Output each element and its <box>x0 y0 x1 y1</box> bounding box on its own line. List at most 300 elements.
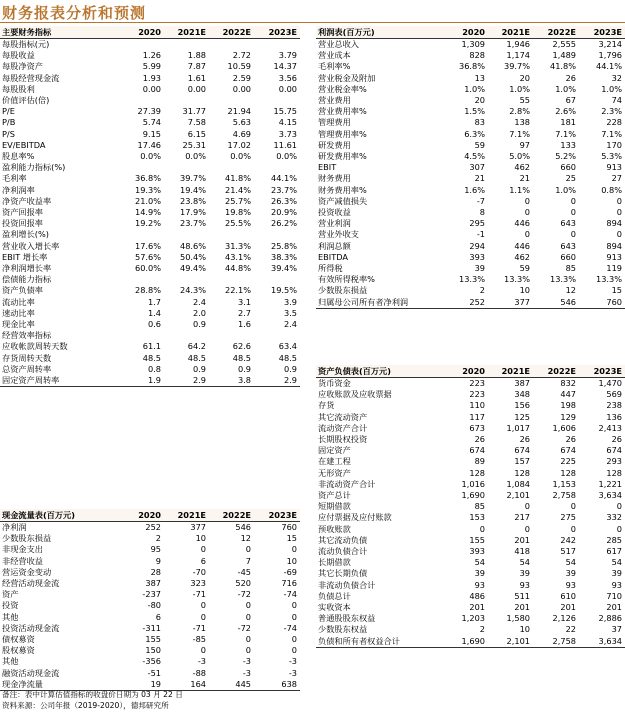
value-cell: 13.3% <box>595 274 622 285</box>
value-cell: -311 <box>142 622 161 633</box>
year-header: 2023E <box>579 365 625 378</box>
table-row <box>316 524 625 535</box>
table-row <box>316 285 625 296</box>
value-cell: 1,690 <box>444 636 488 648</box>
income-statement-table <box>316 26 625 309</box>
row-label: EBIT <box>318 162 337 173</box>
value-cell <box>254 330 300 341</box>
row-label: 固定资产周转率 <box>0 375 118 387</box>
value-cell: 716 <box>281 578 297 589</box>
value-cell: 136 <box>606 411 622 422</box>
year-header: 2023E <box>254 26 300 39</box>
value-cell: 0 <box>570 195 576 206</box>
row-label: P/E <box>2 106 15 117</box>
value-cell: 83 <box>474 117 485 128</box>
value-cell: 517 <box>560 546 576 557</box>
value-cell: 377 <box>488 297 533 309</box>
row-label: 负债总计 <box>318 590 351 601</box>
value-cell: 1.6 <box>237 319 251 330</box>
row-label: 每股指标(元) <box>2 39 50 49</box>
row-label: 存货周转天数 <box>2 352 52 363</box>
value-cell: 13.3% <box>458 274 485 285</box>
value-cell: 6.3% <box>464 128 485 139</box>
value-cell: 0 <box>570 229 576 240</box>
value-cell: 44.1% <box>595 61 622 72</box>
value-cell: 10 <box>519 624 530 635</box>
value-cell: 674 <box>606 445 622 456</box>
value-cell: 1.7 <box>147 296 161 307</box>
value-cell: 128 <box>606 467 622 478</box>
value-cell: 19.5% <box>270 285 297 296</box>
value-cell: 3.79 <box>278 50 297 61</box>
value-cell: 3.1 <box>237 296 251 307</box>
value-cell: 0.9 <box>192 363 206 374</box>
value-cell: 0 <box>524 523 530 534</box>
value-cell: 26 <box>474 434 485 445</box>
value-cell: 157 <box>514 456 530 467</box>
value-cell: 28 <box>150 566 161 577</box>
table-row <box>316 50 625 61</box>
table-row <box>0 162 300 173</box>
value-cell: -72 <box>237 622 251 633</box>
row-label: 每股净资产 <box>2 61 43 72</box>
value-cell: 59 <box>474 139 485 150</box>
table-row <box>316 602 625 613</box>
row-label: 毛利率% <box>318 61 351 72</box>
value-cell: 486 <box>469 590 485 601</box>
row-label: 流动资产合计 <box>318 422 368 433</box>
table-row <box>316 274 625 285</box>
value-cell: 1.93 <box>142 72 161 83</box>
value-cell: 674 <box>560 445 576 456</box>
table-row <box>0 600 300 611</box>
table-row <box>0 173 300 184</box>
row-label: 每股收益 <box>2 50 35 61</box>
value-cell: 462 <box>514 251 530 262</box>
value-cell: -71 <box>192 622 206 633</box>
value-cell: 5.63 <box>232 117 251 128</box>
value-cell: 393 <box>469 251 485 262</box>
value-cell: 511 <box>514 590 530 601</box>
value-cell: 36.8% <box>458 61 485 72</box>
row-label: 每股股利 <box>2 83 35 94</box>
value-cell: 242 <box>560 534 576 545</box>
table-row <box>0 578 300 589</box>
table-row <box>0 353 300 364</box>
year-header: 2022E <box>209 26 254 39</box>
value-cell <box>118 274 164 285</box>
table-title: 资产负债表(百万元) <box>316 365 444 378</box>
value-cell: 894 <box>606 240 622 251</box>
value-cell: 128 <box>469 467 485 478</box>
value-cell: 19.2% <box>134 218 161 229</box>
value-cell: 546 <box>533 297 579 309</box>
value-cell: 25.8% <box>270 240 297 251</box>
value-cell: 1.0% <box>464 83 485 94</box>
table-row <box>316 400 625 411</box>
value-cell: 95 <box>150 544 161 555</box>
table-title: 现金流量表(百万元) <box>0 509 118 522</box>
header-row <box>0 509 300 522</box>
value-cell: 2.8% <box>509 106 530 117</box>
row-label: 非流动资产合计 <box>318 478 376 489</box>
value-cell: 2.0 <box>192 307 206 318</box>
value-cell: 0.00 <box>232 83 251 94</box>
value-cell: 0 <box>524 229 530 240</box>
value-cell <box>164 95 209 106</box>
table-title: 主要财务指标 <box>0 26 118 39</box>
value-cell <box>209 229 254 240</box>
value-cell: 0 <box>245 611 251 622</box>
table-row <box>316 218 625 229</box>
table-row <box>0 375 300 387</box>
value-cell: 138 <box>514 117 530 128</box>
row-label: P/B <box>2 117 16 128</box>
value-cell: 1,221 <box>598 478 622 489</box>
value-cell: 125 <box>514 411 530 422</box>
value-cell: 19.3% <box>134 184 161 195</box>
value-cell: 17.6% <box>134 240 161 251</box>
value-cell: 546 <box>235 522 251 532</box>
value-cell: 48.5 <box>232 352 251 363</box>
value-cell: 36.8% <box>134 173 161 184</box>
row-label: 无形资产 <box>318 467 351 478</box>
row-label: 财务费用 <box>318 173 351 184</box>
value-cell <box>254 162 300 173</box>
row-label: 负债和所有者权益合计 <box>316 636 444 648</box>
value-cell: 14.37 <box>273 61 297 72</box>
value-cell: 307 <box>469 162 485 173</box>
value-cell: 660 <box>560 251 576 262</box>
table-row <box>0 39 300 51</box>
value-cell: 3.9 <box>283 296 297 307</box>
value-cell: 23.7% <box>179 218 206 229</box>
value-cell: 201 <box>606 602 622 613</box>
row-label: 营业税金及附加 <box>318 72 376 83</box>
value-cell: 520 <box>235 578 251 589</box>
row-label: 资产总计 <box>318 490 351 501</box>
value-cell: 133 <box>560 139 576 150</box>
value-cell: 5.2% <box>555 151 576 162</box>
value-cell: 8 <box>479 207 485 218</box>
value-cell: 2 <box>479 285 485 296</box>
value-cell: 119 <box>606 263 622 274</box>
table-row <box>0 106 300 117</box>
year-header: 2023E <box>254 509 300 522</box>
row-label: 有效所得税率% <box>318 274 375 285</box>
value-cell: 2,758 <box>533 636 579 648</box>
table-row <box>0 95 300 106</box>
row-label: EBIT 增长率 <box>2 251 48 262</box>
year-header: 2021E <box>164 509 209 522</box>
value-cell: 85 <box>565 263 576 274</box>
table-row <box>0 544 300 555</box>
row-label: 股息率% <box>2 151 35 162</box>
row-label: 存货 <box>318 400 335 411</box>
value-cell: 93 <box>565 579 576 590</box>
value-cell: 48.6% <box>179 240 206 251</box>
value-cell: 0 <box>245 634 251 645</box>
row-label: 净资产收益率 <box>2 195 52 206</box>
value-cell: 5.0% <box>509 151 530 162</box>
value-cell: 25.7% <box>224 195 251 206</box>
value-cell: -1 <box>476 229 485 240</box>
value-cell: 1,946 <box>506 39 530 49</box>
value-cell: 155 <box>145 634 161 645</box>
row-label: 其它流动资产 <box>318 411 368 422</box>
table-row <box>316 479 625 490</box>
value-cell: 17.02 <box>227 139 251 150</box>
value-cell: 15 <box>286 533 297 544</box>
value-cell: 0 <box>200 645 206 656</box>
row-label: 所得税 <box>318 263 343 274</box>
value-cell: 0 <box>616 229 622 240</box>
value-cell: 894 <box>606 218 622 229</box>
value-cell: 0 <box>291 544 297 555</box>
footnote-valuation-date: 备注：表中计算估值指标的收盘价日期为 03 月 22 日 <box>2 690 183 699</box>
row-label: 营运资金变动 <box>2 566 52 577</box>
value-cell: 2,758 <box>552 490 576 501</box>
value-cell: 0.0% <box>185 151 206 162</box>
value-cell: -3 <box>288 667 297 678</box>
value-cell: 13.3% <box>549 274 576 285</box>
value-cell: 0 <box>291 634 297 645</box>
value-cell: 828 <box>469 50 485 61</box>
table-row <box>316 241 625 252</box>
year-header: 2020 <box>444 26 488 39</box>
value-cell: 49.4% <box>179 263 206 274</box>
value-cell: 3,214 <box>598 39 622 49</box>
value-cell <box>164 39 209 51</box>
row-label: 经营活动现金流 <box>2 578 60 589</box>
table-row <box>0 319 300 330</box>
value-cell: 7.58 <box>187 117 206 128</box>
row-label: 流动比率 <box>2 296 35 307</box>
value-cell: 12 <box>240 533 251 544</box>
value-cell: 643 <box>560 218 576 229</box>
row-label: 研发费用 <box>318 139 351 150</box>
value-cell: 1,489 <box>552 50 576 61</box>
value-cell: 3,634 <box>598 490 622 501</box>
value-cell: 673 <box>469 422 485 433</box>
value-cell: 93 <box>474 579 485 590</box>
value-cell: -69 <box>283 566 297 577</box>
value-cell: 39 <box>611 568 622 579</box>
table-row <box>0 364 300 375</box>
value-cell: -45 <box>237 566 251 577</box>
table-row <box>316 106 625 117</box>
value-cell: 39.7% <box>179 173 206 184</box>
value-cell: 9 <box>155 555 161 566</box>
value-cell: 252 <box>145 522 161 532</box>
value-cell: 1,606 <box>552 422 576 433</box>
value-cell: 2,886 <box>598 613 622 624</box>
table-row <box>316 297 625 309</box>
row-label: 营业费用率% <box>318 106 367 117</box>
value-cell: 57.6% <box>134 251 161 262</box>
value-cell <box>164 330 209 341</box>
value-cell: 19 <box>118 679 164 691</box>
value-cell: 0 <box>245 645 251 656</box>
value-cell: 2.4 <box>192 296 206 307</box>
value-cell: 23.8% <box>179 195 206 206</box>
value-cell: 117 <box>469 411 485 422</box>
row-label: 营业外收支 <box>318 229 359 240</box>
row-label: 货币资金 <box>318 378 351 388</box>
value-cell: 201 <box>514 534 530 545</box>
value-cell: -71 <box>192 589 206 600</box>
row-label: 营业税金率% <box>318 83 367 94</box>
year-header: 2020 <box>444 365 488 378</box>
value-cell: 164 <box>164 679 209 691</box>
table-row <box>316 151 625 162</box>
value-cell: 15 <box>611 285 622 296</box>
value-cell: 22 <box>565 624 576 635</box>
value-cell: 0.9 <box>283 363 297 374</box>
value-cell: 32 <box>611 72 622 83</box>
value-cell <box>164 229 209 240</box>
table-row <box>0 50 300 61</box>
value-cell: 6.15 <box>187 128 206 139</box>
row-label: 总资产周转率 <box>2 363 52 374</box>
value-cell: 13 <box>474 72 485 83</box>
value-cell: 31.77 <box>182 106 206 117</box>
value-cell: 5.3% <box>601 151 622 162</box>
value-cell: 1.0% <box>509 83 530 94</box>
table-row <box>316 456 625 467</box>
key-indicators-table <box>0 26 300 387</box>
value-cell: 446 <box>514 240 530 251</box>
value-cell: 67 <box>565 95 576 106</box>
value-cell <box>254 274 300 285</box>
value-cell: 128 <box>560 467 576 478</box>
value-cell: 41.8% <box>224 173 251 184</box>
value-cell: -51 <box>147 667 161 678</box>
value-cell: 0.9 <box>237 363 251 374</box>
table-row <box>0 612 300 623</box>
value-cell: 61.1 <box>142 341 161 352</box>
row-label: 营业收入增长率 <box>2 240 60 251</box>
table-row <box>316 445 625 456</box>
value-cell: 20 <box>519 72 530 83</box>
table-row <box>316 117 625 128</box>
value-cell: 660 <box>560 162 576 173</box>
row-label: 资产 <box>2 589 19 600</box>
table-row <box>316 73 625 84</box>
value-cell: 2,126 <box>552 613 576 624</box>
value-cell: 11.61 <box>273 139 297 150</box>
value-cell: 0.8 <box>147 363 161 374</box>
value-cell: 74 <box>611 95 622 106</box>
table-row <box>316 185 625 196</box>
value-cell: 3.56 <box>278 72 297 83</box>
value-cell: 48.5 <box>278 352 297 363</box>
table-row <box>0 218 300 229</box>
value-cell: 225 <box>560 456 576 467</box>
value-cell <box>118 229 164 240</box>
value-cell: 0 <box>570 501 576 512</box>
value-cell: 26.3% <box>270 195 297 206</box>
value-cell: 39 <box>565 568 576 579</box>
value-cell <box>254 39 300 51</box>
value-cell: 4.69 <box>232 128 251 139</box>
value-cell: -88 <box>192 667 206 678</box>
value-cell: 2,555 <box>552 39 576 49</box>
value-cell: 201 <box>469 602 485 613</box>
value-cell: 0.8% <box>601 184 622 195</box>
table-row <box>316 129 625 140</box>
value-cell: 110 <box>469 400 485 411</box>
table-row <box>316 636 625 648</box>
value-cell: 198 <box>560 400 576 411</box>
value-cell: 201 <box>514 602 530 613</box>
value-cell: 3.8 <box>209 375 254 387</box>
table-row <box>316 557 625 568</box>
table-row <box>316 84 625 95</box>
value-cell: 31.3% <box>224 240 251 251</box>
value-cell: 610 <box>560 590 576 601</box>
value-cell: 462 <box>514 162 530 173</box>
value-cell <box>118 330 164 341</box>
value-cell: 55 <box>519 95 530 106</box>
value-cell: 0.00 <box>278 83 297 94</box>
value-cell: 913 <box>606 162 622 173</box>
value-cell: 2 <box>479 624 485 635</box>
value-cell: -85 <box>192 634 206 645</box>
value-cell: -72 <box>237 589 251 600</box>
value-cell: 6 <box>155 611 161 622</box>
table-row <box>0 252 300 263</box>
value-cell: 39 <box>474 263 485 274</box>
table-row <box>316 207 625 218</box>
value-cell: 23.7% <box>270 184 297 195</box>
year-header: 2021E <box>164 26 209 39</box>
table-row <box>316 490 625 501</box>
value-cell: 39.7% <box>503 61 530 72</box>
row-label: 少数股东损益 <box>2 533 52 544</box>
value-cell: 0 <box>200 600 206 611</box>
table-row <box>316 613 625 624</box>
table-row <box>0 533 300 544</box>
value-cell: 0 <box>479 523 485 534</box>
value-cell: 387 <box>145 578 161 589</box>
value-cell: 7.87 <box>187 61 206 72</box>
value-cell: 1,580 <box>506 613 530 624</box>
value-cell: 238 <box>606 400 622 411</box>
year-header: 2022E <box>533 365 579 378</box>
value-cell <box>164 162 209 173</box>
row-label: 其他 <box>2 656 19 667</box>
value-cell: 1,174 <box>506 50 530 61</box>
table-title: 利润表(百万元) <box>316 26 444 39</box>
table-row <box>0 151 300 162</box>
row-label: 财务费用率% <box>318 184 367 195</box>
value-cell: 1.0% <box>555 184 576 195</box>
value-cell: 1.5% <box>464 106 485 117</box>
table-row <box>316 591 625 602</box>
value-cell: 275 <box>560 512 576 523</box>
value-cell: 28.8% <box>134 285 161 296</box>
row-label: 非现金支出 <box>2 544 43 555</box>
value-cell: 0 <box>616 207 622 218</box>
value-cell: -7 <box>476 195 485 206</box>
row-label: 现金比率 <box>2 319 35 330</box>
table-row <box>316 378 625 390</box>
value-cell: 26 <box>565 72 576 83</box>
value-cell: 228 <box>606 117 622 128</box>
value-cell: 170 <box>606 139 622 150</box>
value-cell: 1.1% <box>509 184 530 195</box>
